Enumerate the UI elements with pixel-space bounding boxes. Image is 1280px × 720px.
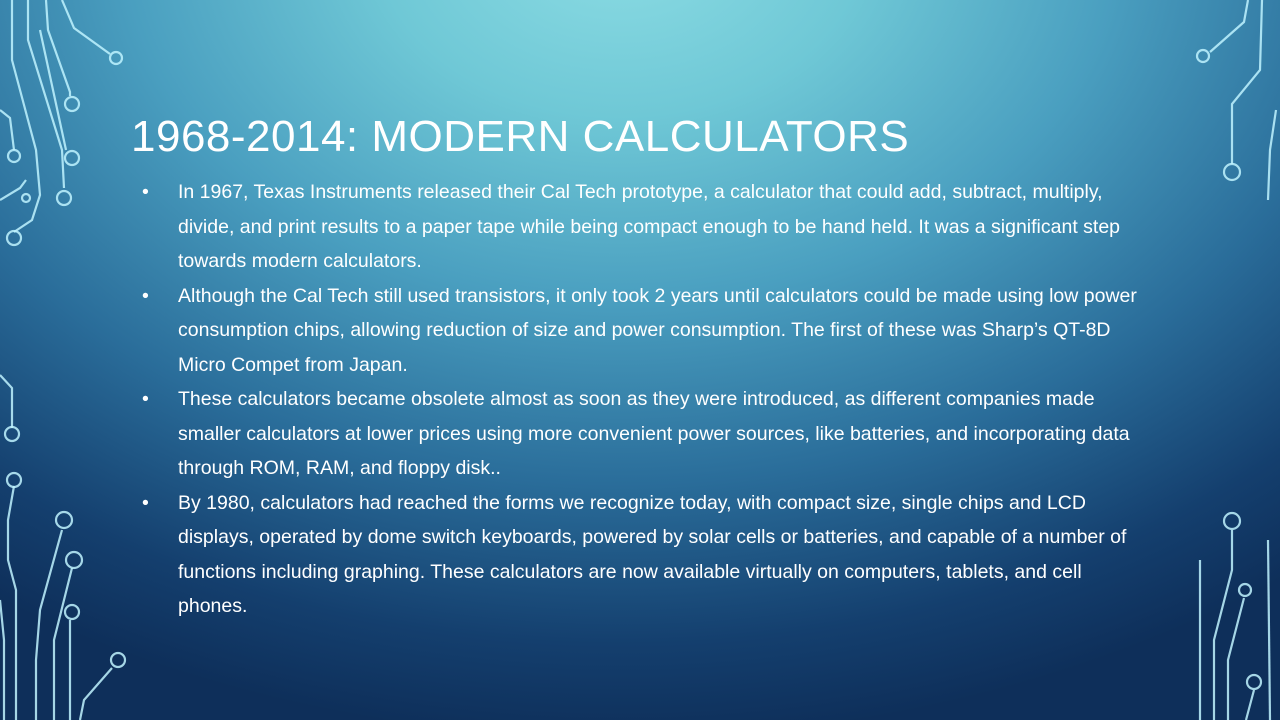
bullet-text: In 1967, Texas Instruments released their Cal Tech prototype, a calculator that could add, subtract, multiply, divide, and print results to a paper tape while being compact enough to be hand held. It was a significant step towards modern calculators. xyxy=(178,181,1121,272)
circuit-line xyxy=(80,668,112,720)
circuit-line xyxy=(62,0,110,54)
circuit-line xyxy=(0,600,4,720)
circuit-line xyxy=(0,110,14,150)
bullet-item xyxy=(140,175,1150,279)
circuit-node xyxy=(7,231,21,245)
circuit-node xyxy=(56,512,72,528)
circuit-node xyxy=(110,52,122,64)
circuit-node xyxy=(7,473,21,487)
bullet-item xyxy=(140,486,1150,624)
circuit-line xyxy=(12,0,40,232)
circuit-line xyxy=(1268,110,1276,200)
bullet-text: By 1980, calculators had reached the forms we recognize today, with compact size, single chips and LCD displays, operated by dome switch keyboards, powered by solar cells or batteries, and capable of a number of functions including graphing. These calculators are now available virtually on computers, tablets, and cell phones. xyxy=(178,491,1127,617)
circuit-node xyxy=(57,191,71,205)
circuit-node xyxy=(8,150,20,162)
circuit-node xyxy=(1197,50,1209,62)
bullet-item xyxy=(140,279,1150,383)
bullet-text: Although the Cal Tech still used transistors, it only took 2 years until calculators could be made using low power consumption chips, allowing reduction of size and power consumption. The first of these was Sharp’s QT-8D Micro Compet from Japan. xyxy=(178,284,1137,376)
circuit-line xyxy=(1228,598,1244,720)
circuit-line xyxy=(1246,690,1254,720)
circuit-line xyxy=(28,0,64,188)
bullet-marker: • xyxy=(142,388,149,410)
circuit-line xyxy=(1232,0,1262,164)
bullet-marker: • xyxy=(142,491,149,514)
circuit-node xyxy=(1247,675,1261,689)
circuit-node xyxy=(65,151,79,165)
circuit-line xyxy=(1268,540,1270,720)
circuit-node xyxy=(1224,164,1240,180)
circuit-line xyxy=(1210,0,1248,52)
circuit-line xyxy=(1214,530,1232,720)
circuit-line xyxy=(8,486,16,720)
bullet-list xyxy=(140,175,1150,624)
bullet-marker: • xyxy=(142,181,149,203)
circuit-node xyxy=(22,194,30,202)
circuit-node xyxy=(66,552,82,568)
circuit-node xyxy=(1239,584,1251,596)
circuit-line xyxy=(0,375,12,428)
bullet-item xyxy=(140,382,1150,486)
circuit-line xyxy=(46,0,70,96)
slide-title: 1968-2014: MODERN CALCULATORS xyxy=(131,112,910,161)
circuit-node xyxy=(65,605,79,619)
circuit-node xyxy=(65,97,79,111)
bullet-marker: • xyxy=(142,284,149,307)
circuit-node xyxy=(1224,513,1240,529)
circuit-node xyxy=(5,427,19,441)
circuit-node xyxy=(111,653,125,667)
bullet-text: These calculators became obsolete almost as soon as they were introduced, as different companies made smaller calculators at lower prices using more convenient power sources, like batteries, and incorporating data through ROM, RAM, and floppy disk.. xyxy=(178,388,1130,479)
